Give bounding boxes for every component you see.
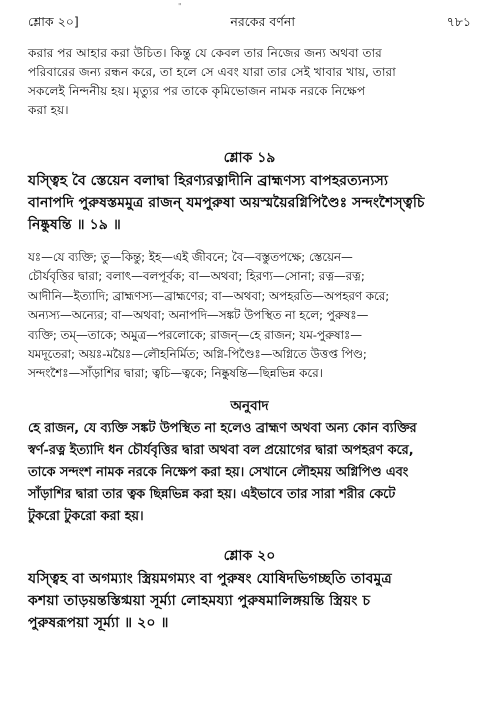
text-line: পরিবারের জন্য রন্ধন করে, তা হলে সে এবং যারা তার সেই খাবার খায়, তারা <box>28 65 396 79</box>
synonym-line: ব্যক্তি; তম্—তাকে; অমুত্র—পরলোকে; রাজন্—হে রাজন; যম-পুরুষাঃ— <box>28 327 363 342</box>
text-line: সকলেই নিন্দনীয় হয়। মৃত্যুর পর তাকে কৃমিভোজন নামক নরকে নিক্ষেপ <box>28 84 366 98</box>
verse-line: যস্ত্বিহ বা অগম্যাং স্ত্রিয়মগম্যং বা পুরুষং যোষিদভিগচ্ছতি তাবমুত্র <box>28 570 392 587</box>
synonym-line: সন্দংশৈঃ—সাঁড়াশির দ্বারা; ত্বচি—ত্বকে; নিষ্কুষন্তি—ছিন্নভিন্ন করে। <box>28 366 323 381</box>
synonym-line: অন্যস্য—অন্যের; বা—অথবা; অনাপদি—সঙ্কট উপস্থিত না হলে; পুরুষঃ— <box>28 308 369 323</box>
translation-title: অনুবাদ <box>230 397 269 414</box>
verse-19-title: শ্লোক ১৯ <box>223 150 276 166</box>
verse-20 <box>28 546 471 634</box>
verse-line: পুরুষরূপয়া সূর্ম্যা ॥ ২০ ॥ <box>28 614 169 631</box>
synonym-line: আদীনি—ইত্যাদি; ব্রাহ্মণস্য—ব্রাহ্মণের; বা—অথবা; অপহরতি—অপহরণ করে; <box>28 288 390 303</box>
translation-line: টুকরো টুকরো করা হয়। <box>28 508 144 524</box>
translation-line: হে রাজন, যে ব্যক্তি সঙ্কট উপস্থিত না হলেও ব্রাহ্মণ অথবা অন্য কোন ব্যক্তির <box>28 420 417 436</box>
verse-20-title: শ্লোক ২০ <box>223 547 276 564</box>
translation <box>28 394 471 528</box>
print-mark: " <box>178 2 182 11</box>
synonyms <box>28 248 471 384</box>
verse-line: নিষ্কুষন্তি ॥ ১৯ ॥ <box>28 217 121 233</box>
verse-line: কশয়া তাড়য়ন্তস্তিগ্ময়া সূর্ম্যা লোহময্যা পুরুষমালিঙ্গয়ন্তি স্ত্রিয়ং চ <box>28 592 371 609</box>
translation-line: স্বর্ণ-রত্ন ইত্যাদি ধন চৌর্যবৃত্তির দ্বারা অথবা বল প্রয়োগের দ্বারা অপহরণ করে, <box>28 442 414 458</box>
intro-purport <box>28 44 471 120</box>
page-number: ৭৮১ <box>446 14 471 29</box>
text-line: করা হয়। <box>28 103 69 117</box>
synonym-line: যমদূতেরা; অয়ঃ-ময়ৈঃ—লৌহনির্মিত; অগ্নি-পিণ্ডৈঃ—অগ্নিতে উত্তপ্ত পিণ্ড; <box>28 347 367 362</box>
running-header <box>28 14 471 36</box>
header-verse-ref: শ্লোক ২০] <box>28 14 79 29</box>
synonym-line: যঃ—যে ব্যক্তি; তু—কিন্তু; ইহ—এই জীবনে; বৈ—বস্তুতপক্ষে; স্তেয়েন— <box>28 250 353 264</box>
translation-line: সাঁড়াশির দ্বারা তার ত্বক ছিন্নভিন্ন করা হয়। এইভাবে তার সারা শরীর কেটে <box>28 486 396 502</box>
text-line: করার পর আহার করা উচিত। কিন্তু যে কেবল তার নিজের জন্য অথবা তার <box>28 46 382 60</box>
header-chapter-title: নরকের বর্ণনা <box>230 14 295 29</box>
translation-line: তাকে সন্দংশ নামক নরকে নিক্ষেপ করা হয়। সেখানে লৌহময় অগ্নিপিণ্ড এবং <box>28 464 409 480</box>
verse-line: যস্ত্বিহ বৈ স্তেয়েন বলাদ্বা হিরণ্যরত্নাদীনি ব্রাহ্মণস্য বাপহরত্যন্যস্য <box>28 173 388 189</box>
verse-line: বানাপদি পুরুষস্তমমুত্র রাজন্ যমপুরুষা অয়স্ময়ৈরগ্নিপিণ্ডৈঃ সন্দংশৈস্ত্বচি <box>28 195 425 211</box>
synonym-line: চৌর্যবৃত্তির দ্বারা; বলাৎ—বলপূর্বক; বা—অথবা; হিরণ্য—সোনা; রত্ন—রত্ন; <box>28 269 365 284</box>
verse-19 <box>28 148 471 236</box>
